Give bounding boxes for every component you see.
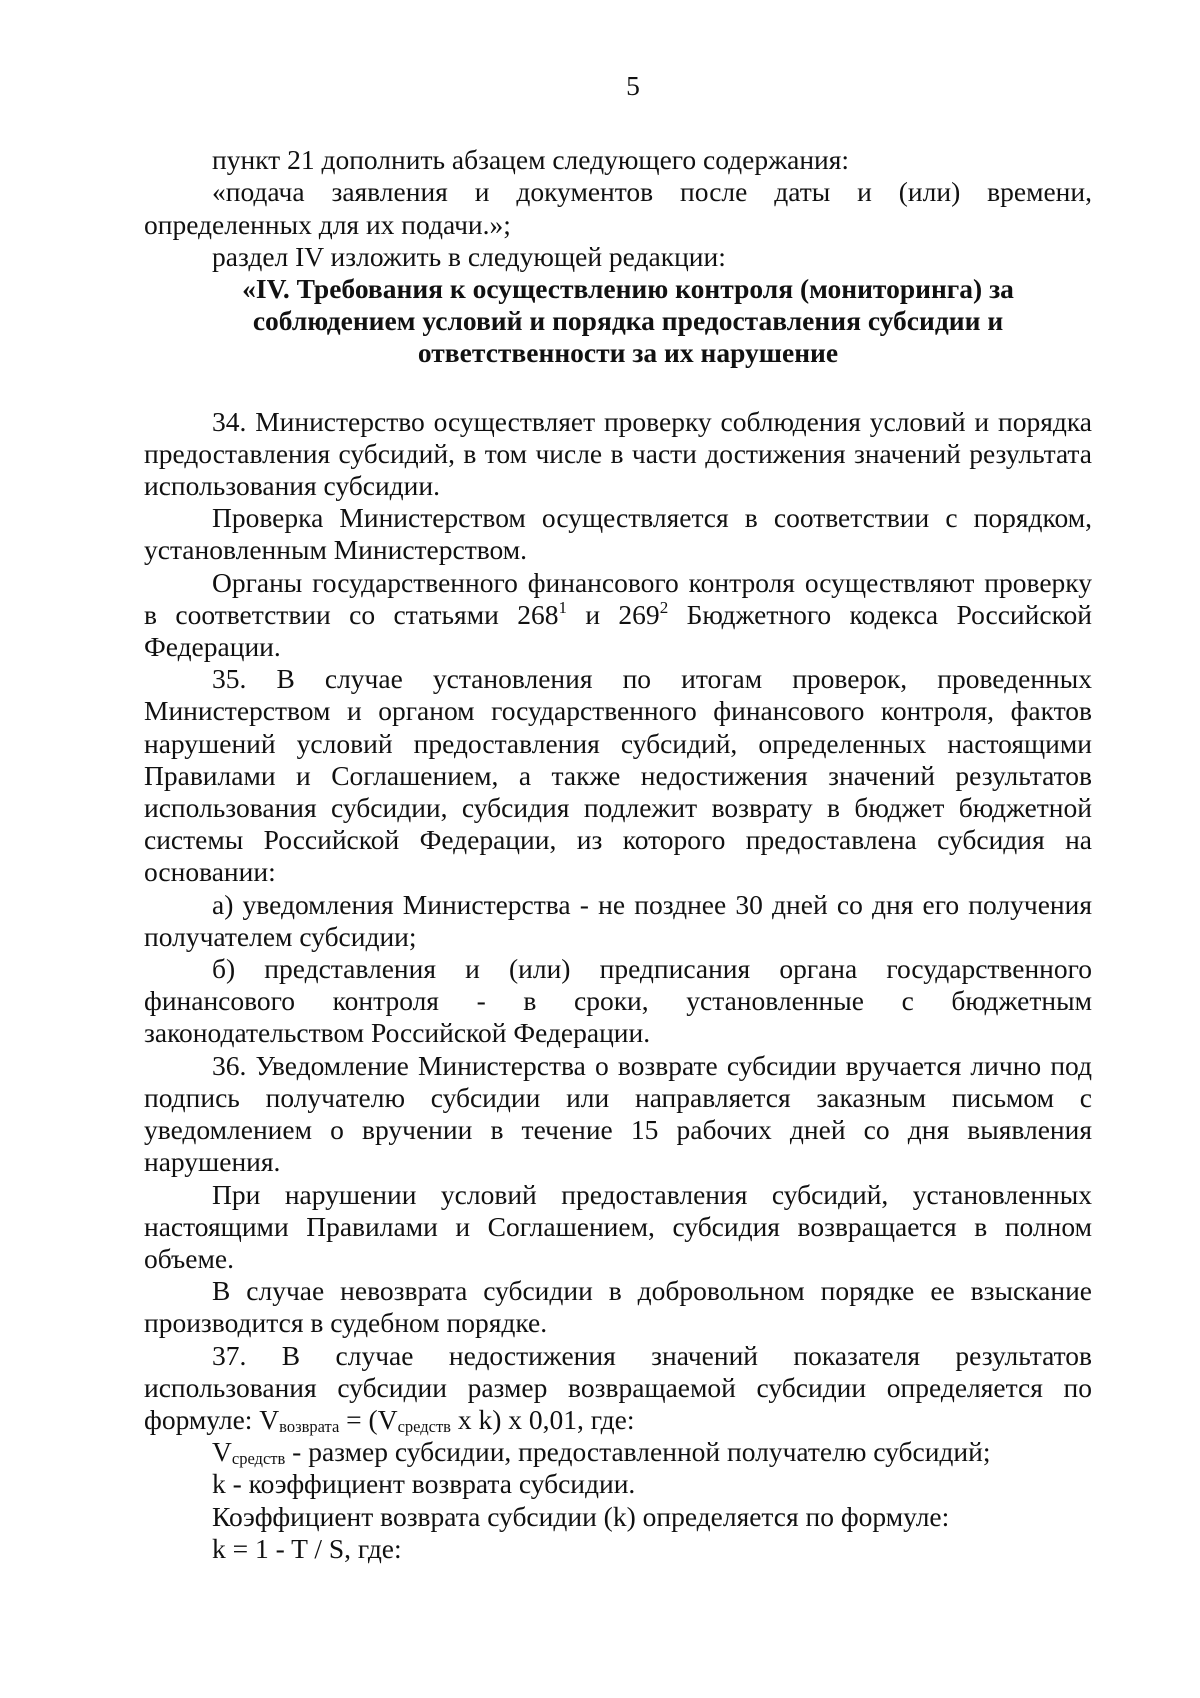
article-269-superscript: 2 [659,597,669,617]
def1-text: - размер субсидии, предоставленной получателю субсидий; [285,1436,991,1468]
p34c-mid: и 269 [566,598,660,630]
section-heading-line-3: ответственности за их нарушение [417,337,839,369]
article-268-superscript: 1 [558,597,567,617]
definition-k: k - коэффициент возврата субсидии. [212,1468,636,1500]
p37-after: x k) x 0,01, где: [450,1403,635,1435]
definition-v-funds [144,1436,1092,1468]
paragraph-36: 36. Уведомление Министерства о возврате субсидии вручается лично под подпись получателю субсидии или направляется заказным письмом с уведомлением о вручении в течение 15 рабочих дней со дня выявления нарушения. [144,1049,1092,1178]
p37-text: 37. В случае недостижения значений показателя результатов использования субсидии размер возвращаемой субсидии определяется по формуле: V [144,1339,1092,1435]
p37-mid: = (V [339,1403,398,1435]
formula-k: k = 1 - T / S, где: [212,1532,402,1564]
def1-subscript: средств [231,1449,286,1469]
paragraph-34: 34. Министерство осуществляет проверку соблюдения условий и порядка предоставления субсидий, в том числе в части достижения значений результата использования субсидии. [144,405,1092,502]
section-heading-line-1: «IV. Требования к осуществлению контроля (мониторинга) за [242,273,1014,305]
paragraph-36-full-return: При нарушении условий предоставления субсидий, установленных настоящими Правилами и Соглашением, субсидия возвращается в полном объеме. [144,1178,1092,1274]
page-number: 5 [626,70,640,101]
paragraph-34-control-bodies [144,567,1092,664]
paragraph-34-check: Проверка Министерством осуществляется в соответствии с порядком, установленным Министерством. [144,502,1092,566]
definition-k-formula-intro: Коэффициент возврата субсидии (k) определяется по формуле: [212,1500,950,1532]
section-heading-line-2: соблюдением условий и порядка предоставления субсидии и [252,305,1004,337]
p34c-after: Бюджетного кодекса Российской Федерации. [144,598,1092,663]
paragraph-amend-21: пункт 21 дополнить абзацем следующего содержания: [212,144,850,176]
subscript-return: возврата [279,1416,340,1436]
paragraph-35-b: б) представления и (или) предписания органа государственного финансового контроля - в сроки, установленные с бюджетным законодательством Российской Федерации. [144,953,1092,1049]
paragraph-37 [144,1340,1092,1437]
section-heading [144,273,1092,370]
paragraph-35: 35. В случае установления по итогам проверок, проведенных Министерством и органом государственного финансового контроля, фактов нарушений условий предоставления субсидий, определенных настоящими Правилами и Соглашением, а также недостижения значений результатов использования субсидии, субсидия подлежит возврату в бюджет бюджетной системы Российской Федерации, из которого предоставлена субсидия на основании: [144,663,1092,888]
paragraph-35-a: а) уведомления Министерства - не позднее 30 дней со дня его получения получателем субсидии; [144,888,1092,952]
paragraph-36-court: В случае невозврата субсидии в добровольном порядке ее взыскание производится в судебном порядке. [144,1275,1092,1339]
subscript-funds: средств [397,1416,451,1436]
p34c-before: Органы государственного финансового контроля осуществляют проверку в соответствии со статьями 268 [144,566,1092,630]
def1-v: V [212,1436,232,1468]
paragraph-quote-submission: «подача заявления и документов после даты и (или) времени, определенных для их подачи.»; [144,176,1092,240]
paragraph-section-iv-intro: раздел IV изложить в следующей редакции: [212,240,726,272]
